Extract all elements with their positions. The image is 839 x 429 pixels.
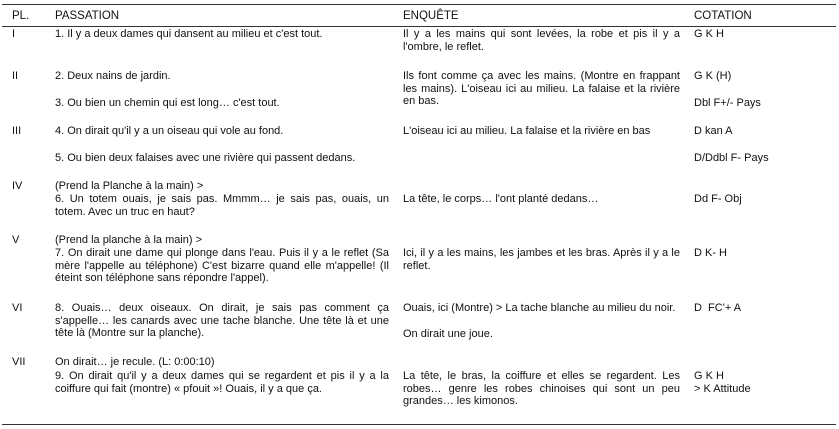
row-passation: 6. Un totem ouais, je sais pas. Mmmm… je sais pas, ouais, un totem. Avec un truc en haut?: [55, 193, 389, 218]
bottom-rule: [2, 424, 836, 425]
row-enquete: Ici, il y a les mains, les jambes et les bras. Après il y a le reflet.: [403, 247, 680, 272]
row-passation: 1. Il y a deux dames qui dansent au milieu et c'est tout.: [55, 28, 323, 40]
row-cotation: Dbl F+/- Pays: [694, 97, 761, 109]
row-passation: 3. Ou bien un chemin qui est long… c'est tout.: [55, 97, 280, 109]
row-enquete: Il y a les mains qui sont levées, la robe et pis il y a l'ombre, le reflet.: [403, 28, 680, 53]
row-cotation: D kan A: [694, 125, 733, 137]
row-enquete: Ouais, ici (Montre) > La tache blanche au milieu du noir.: [403, 302, 676, 314]
row-pl: IV: [12, 180, 23, 192]
header-rule: [2, 26, 836, 27]
row-passation-intro: On dirait… je recule. (L: 0:00:10): [55, 356, 215, 368]
header-enquete: ENQUÊTE: [403, 10, 459, 22]
row-cotation: G K H: [694, 28, 724, 40]
row-enquete-extra: On dirait une joue.: [403, 328, 493, 340]
header-pl: PL.: [12, 10, 30, 22]
row-enquete: Ils font comme ça avec les mains. (Montre en frappant les mains). L'oiseau ici au milieu. La falaise et la rivière en bas.: [403, 70, 680, 108]
row-cotation: D/Ddbl F- Pays: [694, 152, 769, 164]
row-pl: II: [12, 70, 19, 82]
row-cotation: D K- H: [694, 247, 727, 259]
row-cotation: Dd F- Obj: [694, 193, 742, 205]
row-cotation-extra: > K Attitude: [694, 383, 751, 395]
row-enquete: La tête, le corps… l'ont planté dedans…: [403, 193, 599, 205]
row-passation: 2. Deux nains de jardin.: [55, 70, 171, 82]
row-pl: VI: [12, 302, 23, 314]
row-cotation: G K H: [694, 370, 724, 382]
row-passation: 4. On dirait qu'il y a un oiseau qui vole au fond.: [55, 125, 284, 137]
row-pl: VII: [12, 356, 26, 368]
row-passation: 7. On dirait une dame qui plonge dans l'eau. Puis il y a le reflet (Sa mère l'appelle au téléphone) C'est bizarre quand elle m'appelle! (Il éteint son téléphone sans répondre l'appel).: [55, 247, 389, 285]
top-rule: [2, 4, 836, 5]
row-passation-intro: (Prend la Planche à la main) >: [55, 180, 204, 192]
row-passation-intro: (Prend la planche à la main) >: [55, 234, 203, 246]
header-cotation: COTATION: [694, 10, 752, 22]
row-pl: III: [12, 125, 22, 137]
row-enquete: La tête, le bras, la coiffure et elles se regardent. Les robes… genre les robes chinoises qui sont un peu grandes… les kimonos.: [403, 370, 680, 408]
row-enquete: L'oiseau ici au milieu. La falaise et la rivière en bas: [403, 125, 651, 137]
row-passation: 9. On dirait qu'il y a deux dames qui se regardent et pis il y a la coiffure qui fait (montre) « pfouit »! Ouais, il y a que ça.: [55, 370, 389, 395]
row-passation: 8. Ouais… deux oiseaux. On dirait, je sais pas comment ça s'appelle… les canards avec une tache blanche. Une tête là et une tête là (Montre sur la planche).: [55, 302, 389, 340]
row-cotation: D FC'+ A: [694, 302, 742, 314]
row-cotation: G K (H): [694, 70, 732, 82]
row-pl: I: [12, 28, 16, 40]
row-pl: V: [12, 234, 20, 246]
header-passation: PASSATION: [55, 10, 120, 22]
row-passation: 5. Ou bien deux falaises avec une rivière qui passent dedans.: [55, 152, 356, 164]
